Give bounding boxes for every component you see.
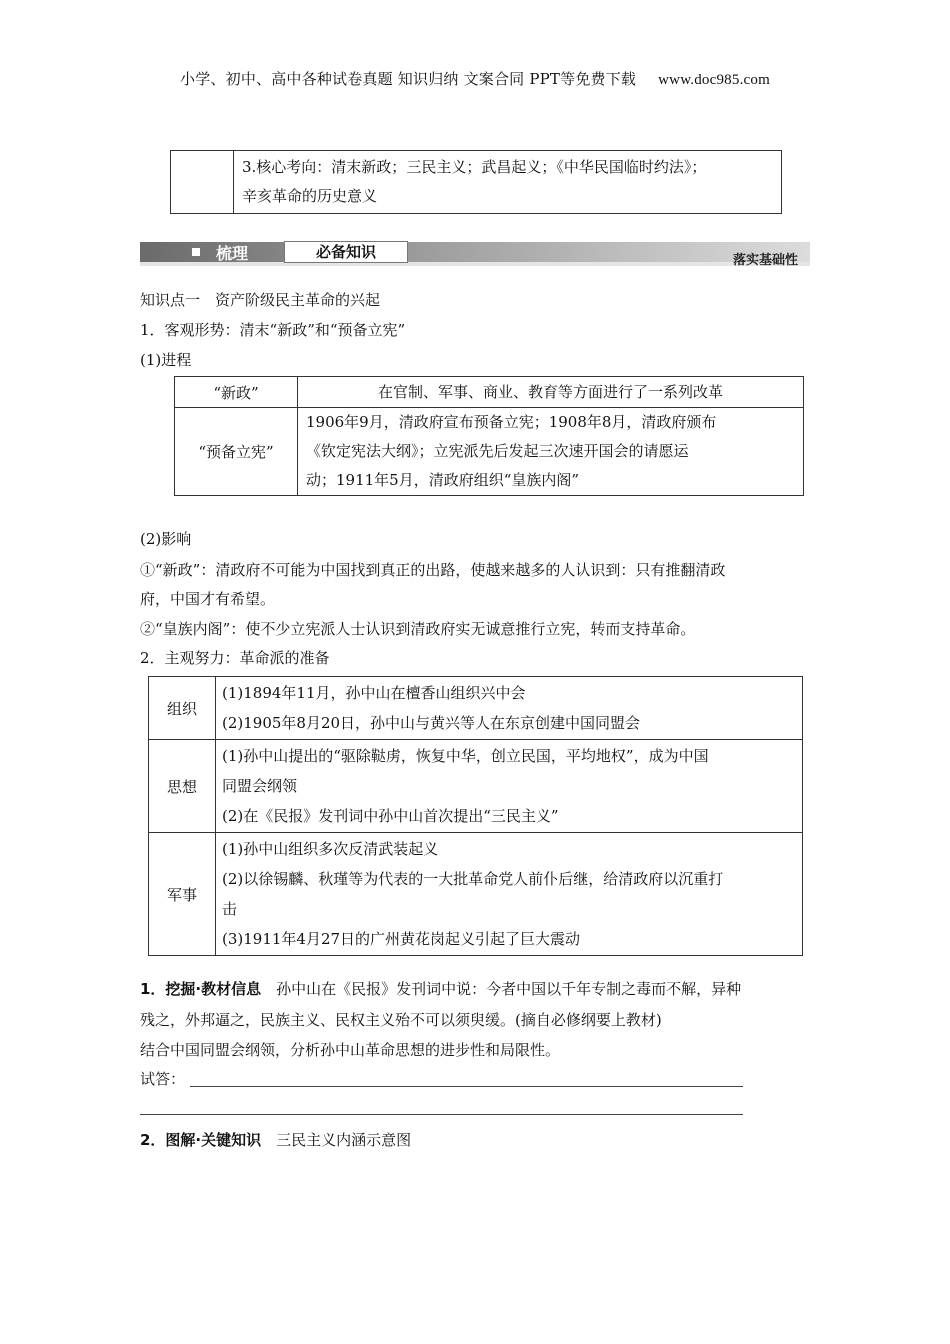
core-line-2: 辛亥革命的历史意义 — [242, 187, 378, 205]
table-row — [149, 677, 803, 740]
header-url[interactable]: www.doc985.com — [658, 72, 770, 88]
cell-line: 1906年9月，清政府宣布预备立宪；1908年8月，清政府颁布 — [306, 413, 717, 431]
row-value — [216, 740, 803, 833]
impact-1-line-1: ①“新政”：清政府不可能为中国找到真正的出路，使越来越多的人认识到：只有推翻清政 — [140, 561, 726, 579]
answer-line-2[interactable] — [140, 1114, 743, 1115]
knowledge-point-title: 知识点一 资产阶级民主革命的兴起 — [140, 291, 381, 309]
progress-value — [298, 408, 804, 496]
cell-line: (2)以徐锡麟、秋瑾等为代表的一大批革命党人前仆后继，给清政府以沉重打 — [222, 870, 724, 888]
table-row — [149, 833, 803, 956]
answer-line-1[interactable] — [190, 1086, 743, 1087]
progress-value: 在官制、军事、商业、教育等方面进行了一系列改革 — [298, 377, 804, 408]
sub-progress: (1)进程 — [140, 351, 192, 369]
cell-line: 击 — [222, 900, 238, 918]
exercise-1-line-1 — [140, 975, 820, 1003]
cell-line: (2)1905年8月20日，孙中山与黄兴等人在东京创建中国同盟会 — [222, 714, 641, 732]
header-text: 小学、初中、高中各种试卷真题 知识归纳 文案合同 PPT等免费下载 — [180, 70, 637, 88]
exercise-1-line-2: 残之，外邦逼之，民族主义、民权主义殆不可以须臾缓。(摘自必修纲要上教材) — [140, 1011, 662, 1029]
exercise-2-title: 三民主义内涵示意图 — [261, 1131, 412, 1149]
exercise-1-task: 结合中国同盟会纲领，分析孙中山革命思想的进步性和局限性。 — [140, 1041, 561, 1059]
item-objective-situation: 1．客观形势：清末“新政”和“预备立宪” — [140, 321, 406, 339]
cell-line: (1)孙中山提出的“驱除鞑虏，恢复中华，创立民国，平均地权”，成为中国 — [222, 747, 709, 765]
banner-label-sort: 梳理 — [216, 244, 249, 263]
table-row — [175, 408, 804, 496]
row-key: 军事 — [149, 833, 216, 956]
cell-line: 动；1911年5月，清政府组织“皇族内阁” — [306, 471, 580, 489]
row-value — [216, 677, 803, 740]
section-banner — [140, 240, 810, 268]
core-direction-table — [170, 150, 782, 214]
cell-line: (2)在《民报》发刊词中孙中山首次提出“三民主义” — [222, 807, 559, 825]
exercise-2 — [140, 1126, 820, 1154]
revolutionary-preparation-table — [148, 676, 803, 956]
banner-label-foundation: 落实基础性 — [732, 253, 798, 268]
progress-key: “预备立宪” — [175, 408, 298, 496]
core-table-cell — [234, 151, 782, 214]
cell-line: (3)1911年4月27日的广州黄花岗起义引起了巨大震动 — [222, 930, 581, 948]
cell-line: (1)1894年11月，孙中山在檀香山组织兴中会 — [222, 684, 526, 702]
cell-line: 《钦定宪法大纲》；立宪派先后发起三次速开国会的请愿运 — [306, 442, 689, 460]
core-table-empty-cell — [171, 151, 234, 214]
exercise-2-heading: 2．图解·关键知识 — [140, 1131, 262, 1149]
sub-impact: (2)影响 — [140, 530, 192, 548]
exercise-1-quote: 孙中山在《民报》发刊词中说：今者中国以千年专制之毒而不解，异种 — [261, 980, 742, 998]
row-key: 组织 — [149, 677, 216, 740]
table-row — [149, 740, 803, 833]
impact-2: ②“皇族内阁”：使不少立宪派人士认识到清政府实无诚意推行立宪，转而支持革命。 — [140, 620, 696, 638]
row-value — [216, 833, 803, 956]
row-key: 思想 — [149, 740, 216, 833]
answer-label: 试答： — [140, 1070, 186, 1088]
cell-line: (1)孙中山组织多次反清武装起义 — [222, 840, 439, 858]
progress-key: “新政” — [175, 377, 298, 408]
table-row — [175, 377, 804, 408]
square-bullet-icon — [192, 248, 200, 256]
impact-1-line-2: 府，中国才有希望。 — [140, 590, 276, 608]
item-subjective-effort: 2．主观努力：革命派的准备 — [140, 649, 330, 667]
progress-table — [174, 376, 804, 496]
banner-label-knowledge: 必备知识 — [284, 241, 408, 263]
exercise-1-heading: 1．挖掘·教材信息 — [140, 980, 262, 998]
page-header — [0, 68, 950, 89]
cell-line: 同盟会纲领 — [222, 777, 298, 795]
core-line-1: 3.核心考向：清末新政；三民主义；武昌起义；《中华民国临时约法》； — [242, 158, 707, 176]
